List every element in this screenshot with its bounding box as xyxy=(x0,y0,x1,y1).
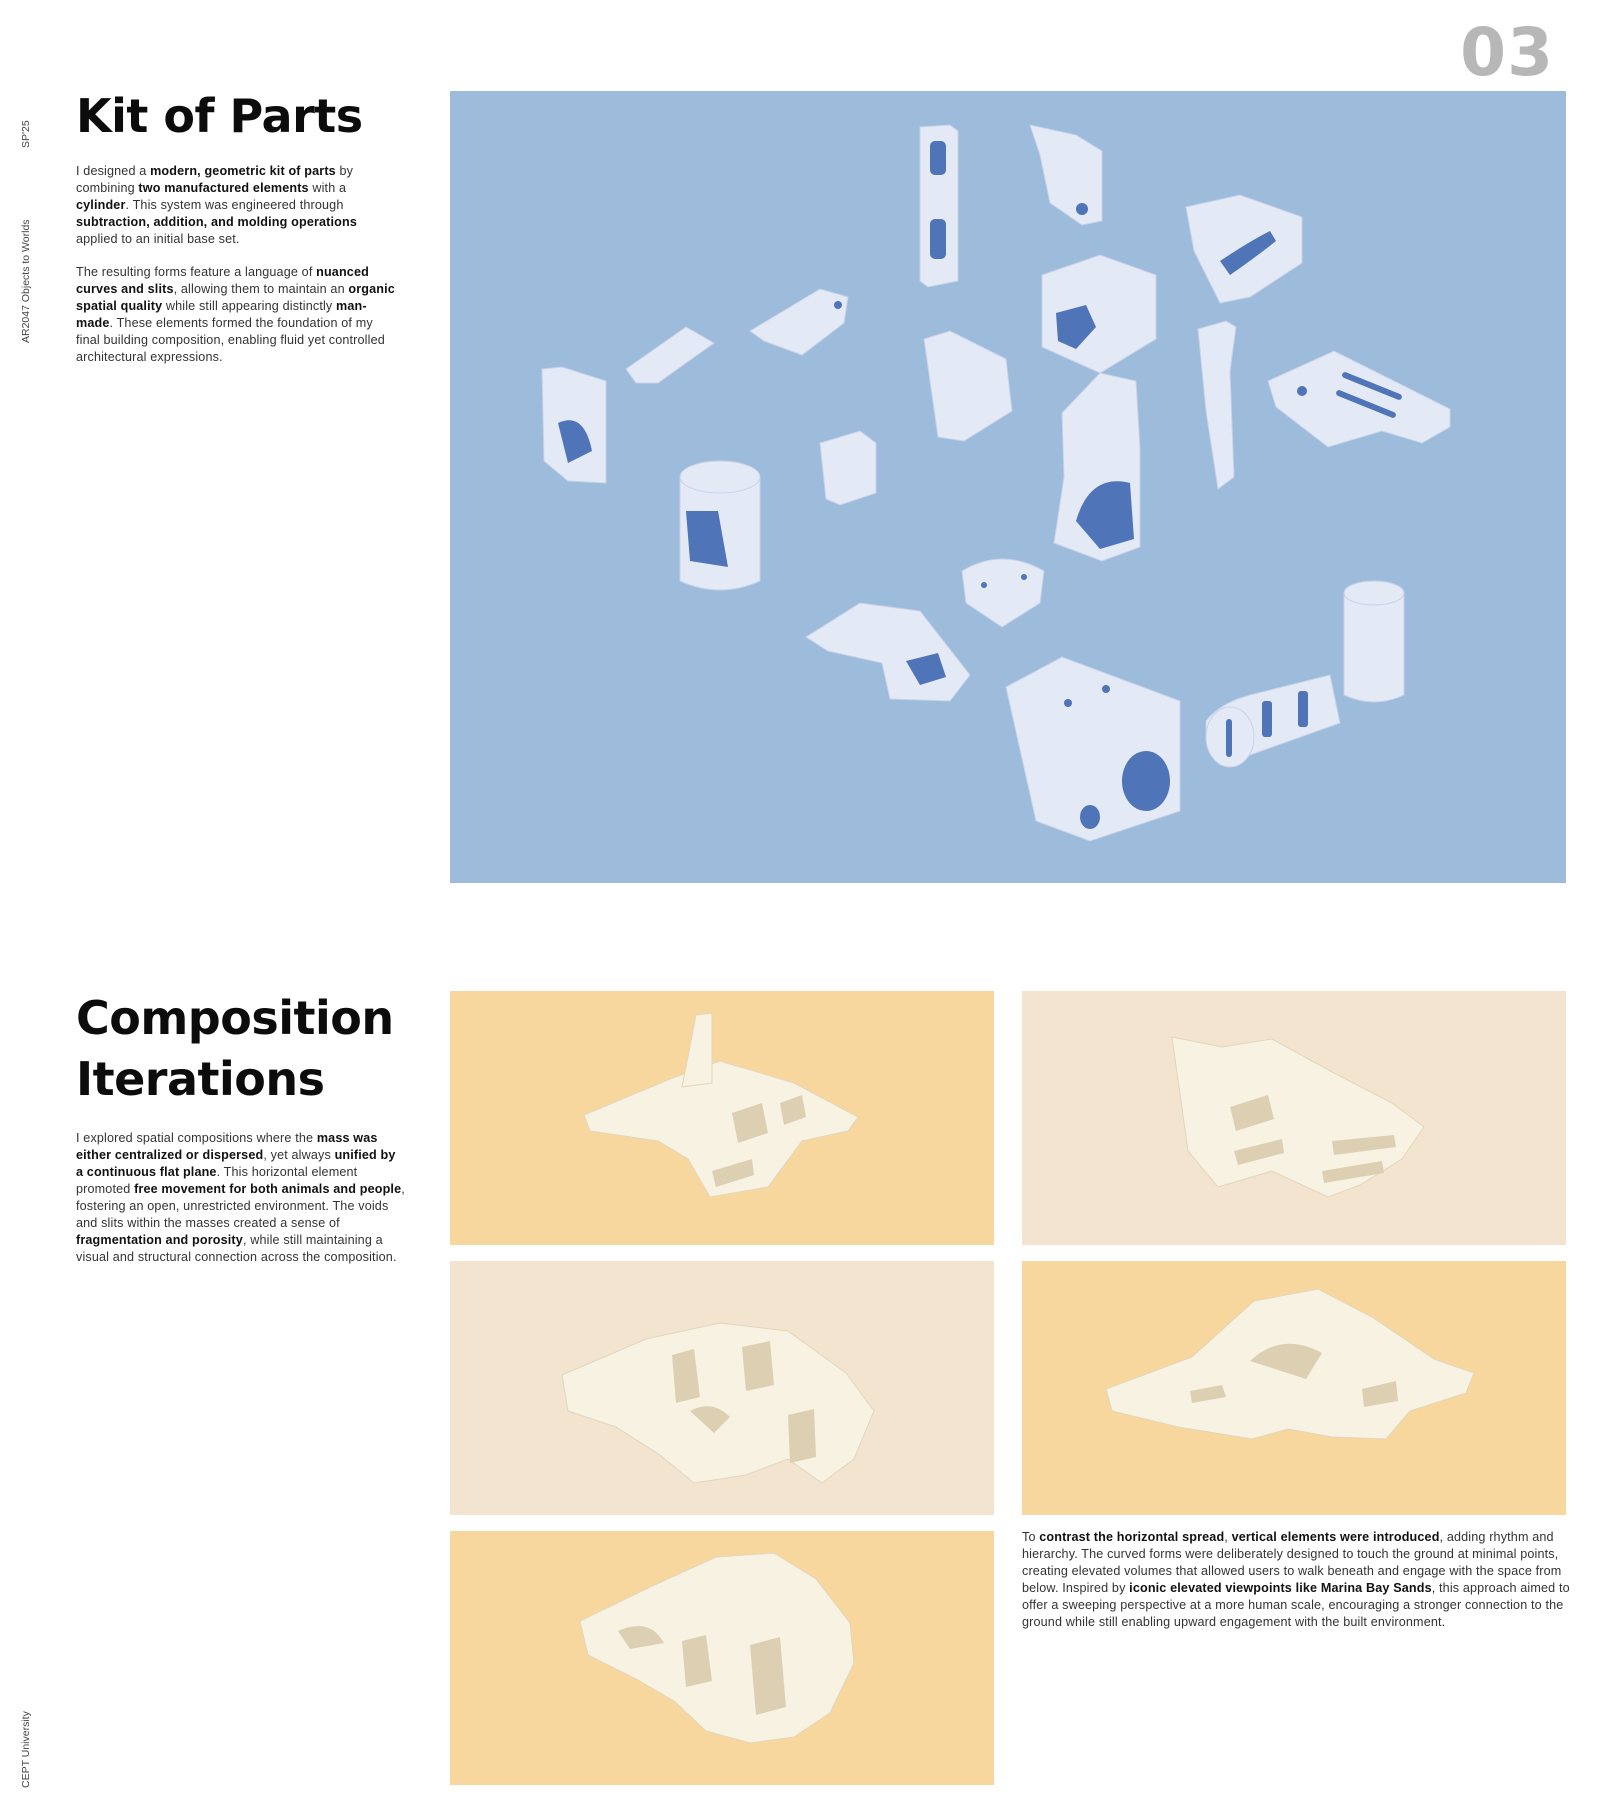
course-label: AR2047 Objects to Worlds xyxy=(20,219,32,343)
iteration-render-1 xyxy=(450,991,994,1245)
model-iteration-3 xyxy=(562,1323,874,1483)
part-wedge xyxy=(820,431,876,505)
iteration-panel-3 xyxy=(450,1261,994,1515)
part-cylinder-window xyxy=(680,461,760,590)
page-number: 03 xyxy=(1460,14,1554,91)
iteration-panel-4 xyxy=(1022,1261,1566,1515)
composition-title-line2: Iterations xyxy=(76,1052,325,1106)
part-vertical-bar xyxy=(920,125,958,287)
part-cylinder-right xyxy=(1344,581,1404,702)
kit-of-parts-image xyxy=(450,91,1566,883)
term-label: SP'25 xyxy=(20,120,32,148)
vertical-paragraph: To contrast the horizontal spread, vertical elements were introduced, adding rhythm and hierarchy. The curved forms were deliberately designed to touch the ground at minimal points, creating elevated volumes that allowed users to walk beneath and engage with the space from below. Inspired by iconic elevated viewpoints like Marina Bay Sands, this approach aimed to offer a sweeping perspective at a more human scale, encouraging a stronger connection to the ground while still enabling upward engagement with the built environment. xyxy=(1022,1530,1570,1629)
part-left-block xyxy=(542,367,606,483)
composition-section xyxy=(76,988,406,1282)
model-iteration-2 xyxy=(1172,1037,1424,1197)
composition-description xyxy=(76,1130,406,1266)
model-iteration-5 xyxy=(580,1553,854,1743)
kit-title: Kit of Parts xyxy=(76,89,363,143)
kit-parts-render xyxy=(450,91,1566,883)
model-iteration-1 xyxy=(584,1013,858,1197)
iteration-render-5 xyxy=(450,1531,994,1785)
iteration-render-4 xyxy=(1022,1261,1566,1515)
kit-paragraph-2: The resulting forms feature a language of nuanced curves and slits, allowing them to maintain an organic spatial quality while still appearing distinctly man-made. These elements formed the foundation of my final building composition, enabling fluid yet controlled architectural expressions. xyxy=(76,265,395,364)
composition-title-line1: Composition xyxy=(76,991,394,1045)
vertical-elements-description xyxy=(1022,1529,1570,1647)
iteration-render-2 xyxy=(1022,991,1566,1245)
iteration-render-3 xyxy=(450,1261,994,1515)
iteration-panel-5 xyxy=(450,1531,994,1785)
university-label: CEPT University xyxy=(20,1711,32,1788)
iteration-panel-2 xyxy=(1022,991,1566,1245)
kit-paragraph-1: I designed a modern, geometric kit of parts by combining two manufactured elements with a cylinder. This system was engineered through subtraction, addition, and molding operations applied to an initial base set. xyxy=(76,164,358,246)
model-iteration-4 xyxy=(1106,1289,1474,1439)
composition-paragraph: I explored spatial compositions where the mass was either centralized or dispersed, yet always unified by a continuous flat plane. This horizontal element promoted free movement for both animals and people, fostering an open, unrestricted environment. The voids and slits within the masses created a sense of fragmentation and porosity, while still maintaining a visual and structural connection across the composition. xyxy=(76,1131,405,1264)
kit-section xyxy=(76,86,396,382)
iteration-panel-1 xyxy=(450,991,994,1245)
kit-image-background xyxy=(450,91,1566,883)
kit-description xyxy=(76,163,396,366)
